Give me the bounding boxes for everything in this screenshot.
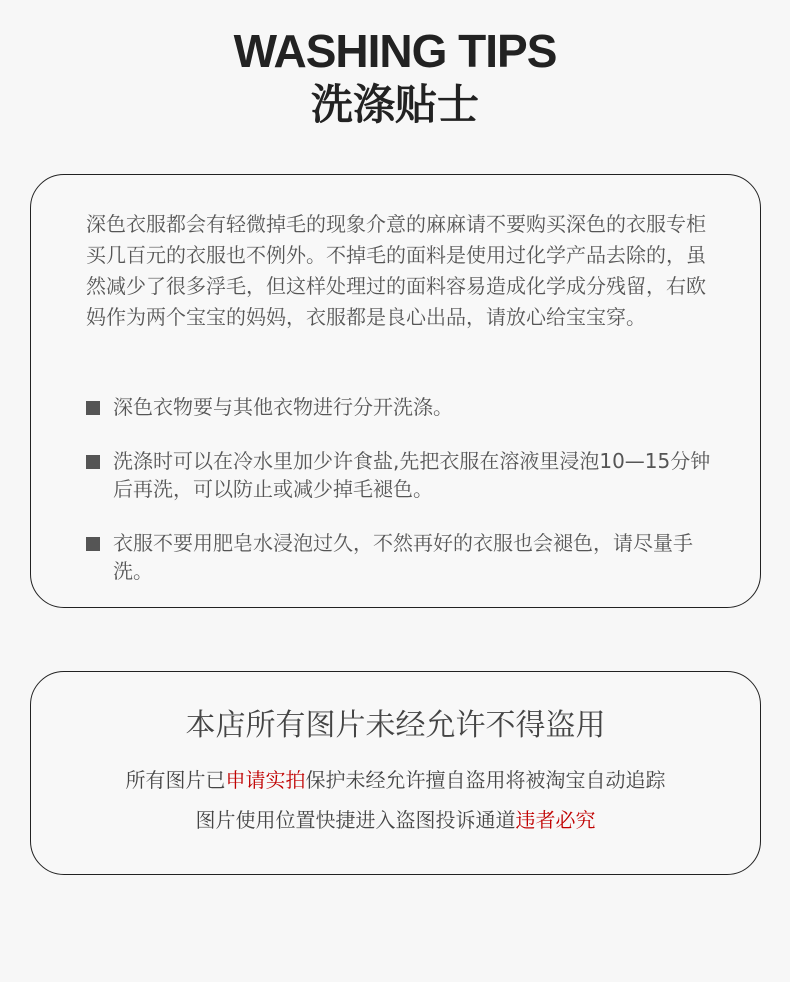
copyright-line-2 bbox=[31, 805, 760, 835]
copyright-heading: 本店所有图片未经允许不得盗用 bbox=[185, 708, 606, 743]
square-bullet-icon bbox=[86, 537, 100, 551]
intro-paragraph: 深色衣服都会有轻微掉毛的现象介意的麻麻请不要购买深色的衣服专柜买几百元的衣服也不例外。不掉毛的面料是使用过化学产品去除的，虽然减少了很多浮毛，但这样处理过的面料容易造成化学成分残留，右欧妈作为两个宝宝的妈妈，衣服都是良心出品，请放心给宝宝穿。 bbox=[86, 212, 706, 329]
highlight-text: 违者必究 bbox=[515, 808, 596, 832]
copyright-text: 图片使用位置快捷进入盗图投诉通道 bbox=[195, 808, 516, 832]
highlight-text: 申请实拍 bbox=[225, 768, 306, 792]
square-bullet-icon bbox=[86, 401, 100, 415]
copyright-notice-card bbox=[30, 671, 761, 875]
copyright-text: 保护未经允许擅自盗用将被淘宝自动追踪 bbox=[305, 768, 666, 792]
tip-text: 深色衣物要与其他衣物进行分开洗涤。 bbox=[113, 395, 453, 419]
page-title-english: WASHING TIPS bbox=[233, 25, 557, 77]
washing-tips-card bbox=[30, 174, 761, 608]
copyright-text: 所有图片已 bbox=[125, 768, 226, 792]
tip-text: 洗涤时可以在冷水里加少许食盐,先把衣服在溶液里浸泡10—15分钟后再洗，可以防止或减少掉毛褪色。 bbox=[113, 449, 711, 501]
tip-item bbox=[86, 529, 726, 585]
page-title-chinese: 洗涤贴士 bbox=[310, 80, 479, 129]
tip-item bbox=[86, 447, 726, 503]
tip-item bbox=[86, 393, 726, 421]
square-bullet-icon bbox=[86, 455, 100, 469]
copyright-line-1 bbox=[31, 765, 760, 795]
tip-text: 衣服不要用肥皂水浸泡过久，不然再好的衣服也会褪色，请尽量手洗。 bbox=[113, 531, 693, 583]
